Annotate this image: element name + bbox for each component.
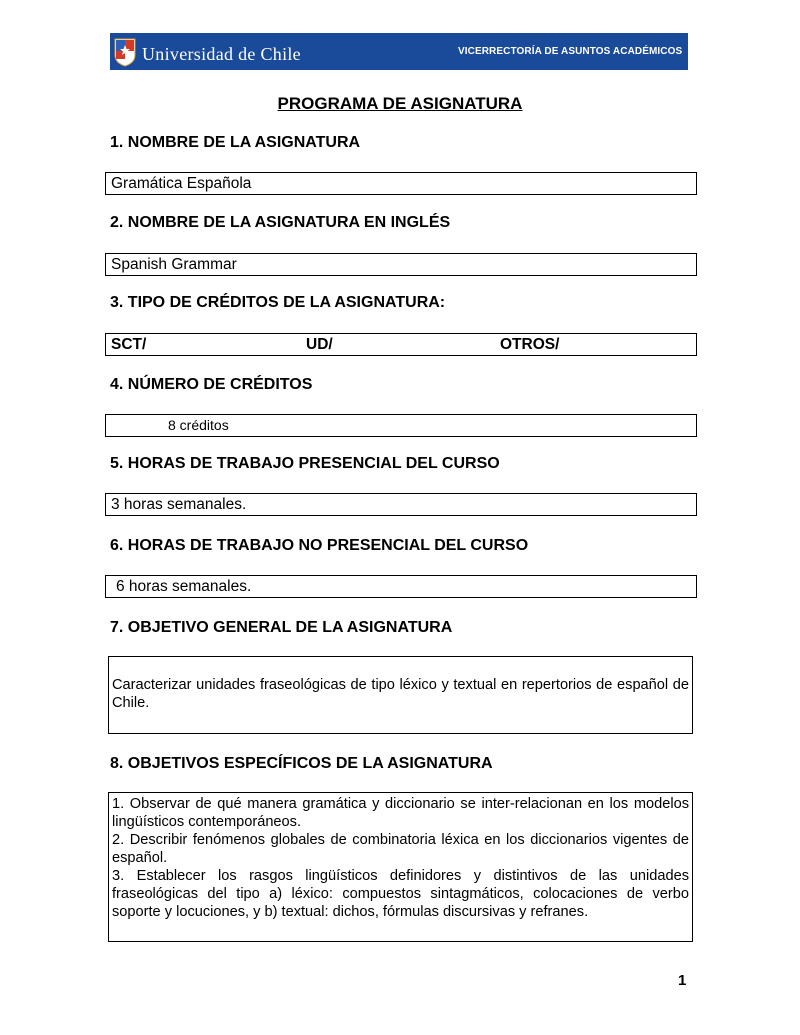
credit-type-row — [105, 333, 697, 356]
section-8-heading: 8. OBJETIVOS ESPECÍFICOS DE LA ASIGNATURA — [110, 755, 493, 772]
section-5-value: 3 horas semanales. — [105, 493, 697, 516]
university-crest-icon — [114, 37, 136, 67]
section-4-value: 8 créditos — [105, 414, 697, 437]
section-6-heading: 6. HORAS DE TRABAJO NO PRESENCIAL DEL CURSO — [110, 537, 529, 554]
specific-objective-2: 2. Describir fenómenos globales de combinatoria léxica en los diccionarios vigentes de español. — [112, 832, 689, 866]
specific-objective-3: 3. Establecer los rasgos lingüísticos definidores y distintivos de las unidades fraseológicas del tipo a) léxico: compuestos sintagmáticos, colocaciones de verbo soporte y locuciones, y b) textual: dichos, fórmulas discursivas y refranes. — [112, 868, 689, 920]
office-name: VICERRECTORÍA DE ASUNTOS ACADÉMICOS — [458, 46, 683, 57]
page-title-text: PROGRAMA DE ASIGNATURA — [277, 94, 523, 113]
specific-objective-1: 1. Observar de qué manera gramática y diccionario se inter-relacionan en los modelos lingüísticos contemporáneos. — [112, 796, 689, 830]
section-6-value: 6 horas semanales. — [105, 575, 697, 598]
section-7-box — [108, 656, 693, 734]
general-objective-text: Caracterizar unidades fraseológicas de tipo léxico y textual en repertorios de español de Chile. — [112, 677, 689, 711]
section-1-heading: 1. NOMBRE DE LA ASIGNATURA — [110, 134, 361, 151]
university-name: Universidad de Chile — [142, 44, 301, 64]
page-title — [0, 94, 800, 114]
section-8-box — [108, 792, 693, 942]
section-4-heading: 4. NÚMERO DE CRÉDITOS — [110, 376, 313, 393]
section-5-heading: 5. HORAS DE TRABAJO PRESENCIAL DEL CURSO — [110, 455, 500, 472]
section-2-value: Spanish Grammar — [105, 253, 697, 276]
section-1-value: Gramática Española — [105, 172, 697, 195]
credit-sct-label: SCT/ — [111, 336, 147, 353]
section-7-heading: 7. OBJETIVO GENERAL DE LA ASIGNATURA — [110, 619, 453, 636]
section-2-heading: 2. NOMBRE DE LA ASIGNATURA EN INGLÉS — [110, 214, 451, 231]
credit-ud-label: UD/ — [306, 336, 333, 353]
credit-otros-label: OTROS/ — [500, 336, 560, 353]
section-3-heading: 3. TIPO DE CRÉDITOS DE LA ASIGNATURA: — [110, 294, 446, 311]
page-number: 1 — [678, 972, 687, 989]
